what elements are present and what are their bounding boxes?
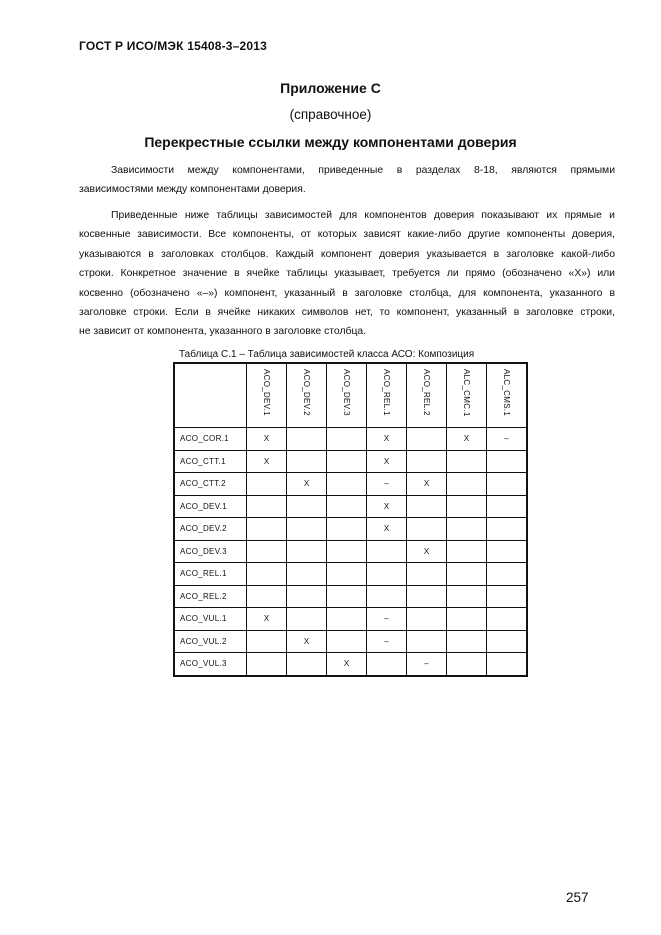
table-cell [367,563,407,586]
row-header: ACO_DEV.3 [174,540,247,563]
column-header-label: ALC_CMS.1 [502,369,511,417]
table-cell [447,518,487,541]
row-header: ACO_DEV.2 [174,518,247,541]
table-cell: – [407,653,447,676]
column-header-label: ACO_DEV.2 [302,369,311,416]
table-row [174,450,527,473]
table-cell [407,585,447,608]
column-header [447,363,487,428]
row-header: ACO_VUL.2 [174,630,247,653]
table-body [174,428,527,676]
table-row [174,518,527,541]
table-cell [287,450,327,473]
table-cell: X [247,608,287,631]
table-caption: Таблица С.1 – Таблица зависимостей класса АСО: Композиция [179,349,475,360]
table-cell [287,540,327,563]
column-header [367,363,407,428]
table-cell [287,608,327,631]
table-cell [487,473,528,496]
table-cell [327,495,367,518]
row-header: ACO_CTT.2 [174,473,247,496]
table-cell [407,563,447,586]
table-row [174,653,527,676]
table-header-row [174,363,527,428]
table-cell [447,473,487,496]
dependency-table [173,362,528,677]
row-header: ACO_VUL.1 [174,608,247,631]
row-header: ACO_VUL.3 [174,653,247,676]
row-header: ACO_DEV.1 [174,495,247,518]
table-cell: X [367,450,407,473]
table-cell [367,585,407,608]
table-cell: X [367,428,407,451]
paragraph-line: указываются в заголовках столбцов. Каждый компонент доверия указывается в заголовке какой-либо [79,248,615,260]
column-header-label: ALC_CMC.1 [462,369,471,417]
row-header: ACO_REL.2 [174,585,247,608]
table-cell [367,540,407,563]
appendix-subtitle: (справочное) [289,107,372,122]
table-cell: – [367,630,407,653]
table-cell [487,653,528,676]
page-number: 257 [566,890,589,905]
table-cell [447,585,487,608]
table-cell [447,495,487,518]
column-header [287,363,327,428]
table-cell [407,495,447,518]
table-cell [487,608,528,631]
table-cell [327,450,367,473]
table-cell [407,630,447,653]
column-header-label: ACO_REL.1 [382,369,391,416]
paragraph-line: Зависимости между компонентами, приведенные в разделах 8-18, являются прямыми [111,165,615,176]
table-cell [247,518,287,541]
table-cell [247,540,287,563]
appendix-heading: Перекрестные ссылки между компонентами доверия [144,134,517,150]
table-cell [407,518,447,541]
table-cell: X [287,630,327,653]
table-cell [407,450,447,473]
table-row [174,473,527,496]
table-cell [447,563,487,586]
table-cell [327,585,367,608]
table-cell [287,518,327,541]
table-cell: – [487,428,528,451]
table-cell: X [367,518,407,541]
table-cell [447,653,487,676]
table-cell [247,585,287,608]
table-cell [247,473,287,496]
table-row [174,608,527,631]
table-cell: – [367,608,407,631]
table-cell [247,495,287,518]
column-header [327,363,367,428]
table-cell [327,563,367,586]
table-row [174,495,527,518]
table-cell [247,653,287,676]
table-cell [487,450,528,473]
column-header-label: ACO_REL.2 [422,369,431,416]
table-cell [487,540,528,563]
table-cell [287,585,327,608]
paragraph-intro [79,161,615,200]
column-header [487,363,528,428]
paragraph-line: заголовке строки. Если в ячейке никаких символов нет, то компонент, указанный в заголовке строки, [79,307,615,319]
table-cell [447,630,487,653]
table-row [174,630,527,653]
table-row [174,563,527,586]
paragraph-line: зависимостями между компонентами доверия. [79,184,306,196]
column-header-label: ACO_DEV.3 [342,369,351,416]
table-cell [327,518,367,541]
paragraph-line: косвенно (обозначено «–») компонент, указанный в заголовке столбца, для компонента, указанного в [79,287,615,299]
table-cell: – [367,473,407,496]
column-header [247,363,287,428]
table-corner-cell [174,363,247,428]
table-row [174,540,527,563]
table-cell: X [247,428,287,451]
table-cell [487,518,528,541]
table-cell [487,563,528,586]
appendix-title: Приложение С [280,80,381,96]
table-cell [447,540,487,563]
table-cell [367,653,407,676]
row-header: ACO_COR.1 [174,428,247,451]
table-cell [407,428,447,451]
table-cell [447,450,487,473]
table-cell: X [287,473,327,496]
table-cell [247,563,287,586]
row-header: ACO_REL.1 [174,563,247,586]
table-row [174,585,527,608]
paragraph-line: Приведенные ниже таблицы зависимостей для компонентов доверия показывают их прямые и [111,210,615,221]
paragraph-line: строки. Конкретное значение в ячейке таблицы указывает, требуется ли прямо (обозначено «Х») или [79,268,615,280]
table-cell: X [447,428,487,451]
table-cell: X [327,653,367,676]
column-header [407,363,447,428]
table-cell [247,630,287,653]
table-cell [447,608,487,631]
paragraph-line: косвенные зависимости. Все компоненты, от которых зависят какие-либо другие компоненты доверия, [79,229,615,241]
table-cell [487,630,528,653]
table-cell: X [247,450,287,473]
table-cell [287,428,327,451]
row-header: ACO_CTT.1 [174,450,247,473]
table-cell: X [407,540,447,563]
table-cell [327,540,367,563]
table-cell [327,630,367,653]
table-cell [487,495,528,518]
document-code: ГОСТ Р ИСО/МЭК 15408-3–2013 [79,39,268,53]
paragraph-explanation [79,206,615,342]
table-cell [327,428,367,451]
table-cell [327,608,367,631]
paragraph-line: не зависит от компонента, указанного в заголовке столбца. [79,326,367,338]
table-row [174,428,527,451]
table-cell [407,608,447,631]
column-header-label: ACO_DEV.1 [262,369,271,416]
table-cell: X [407,473,447,496]
table-cell [287,563,327,586]
table-cell [287,495,327,518]
table-cell [487,585,528,608]
table-cell: X [367,495,407,518]
table-cell [327,473,367,496]
table-cell [287,653,327,676]
